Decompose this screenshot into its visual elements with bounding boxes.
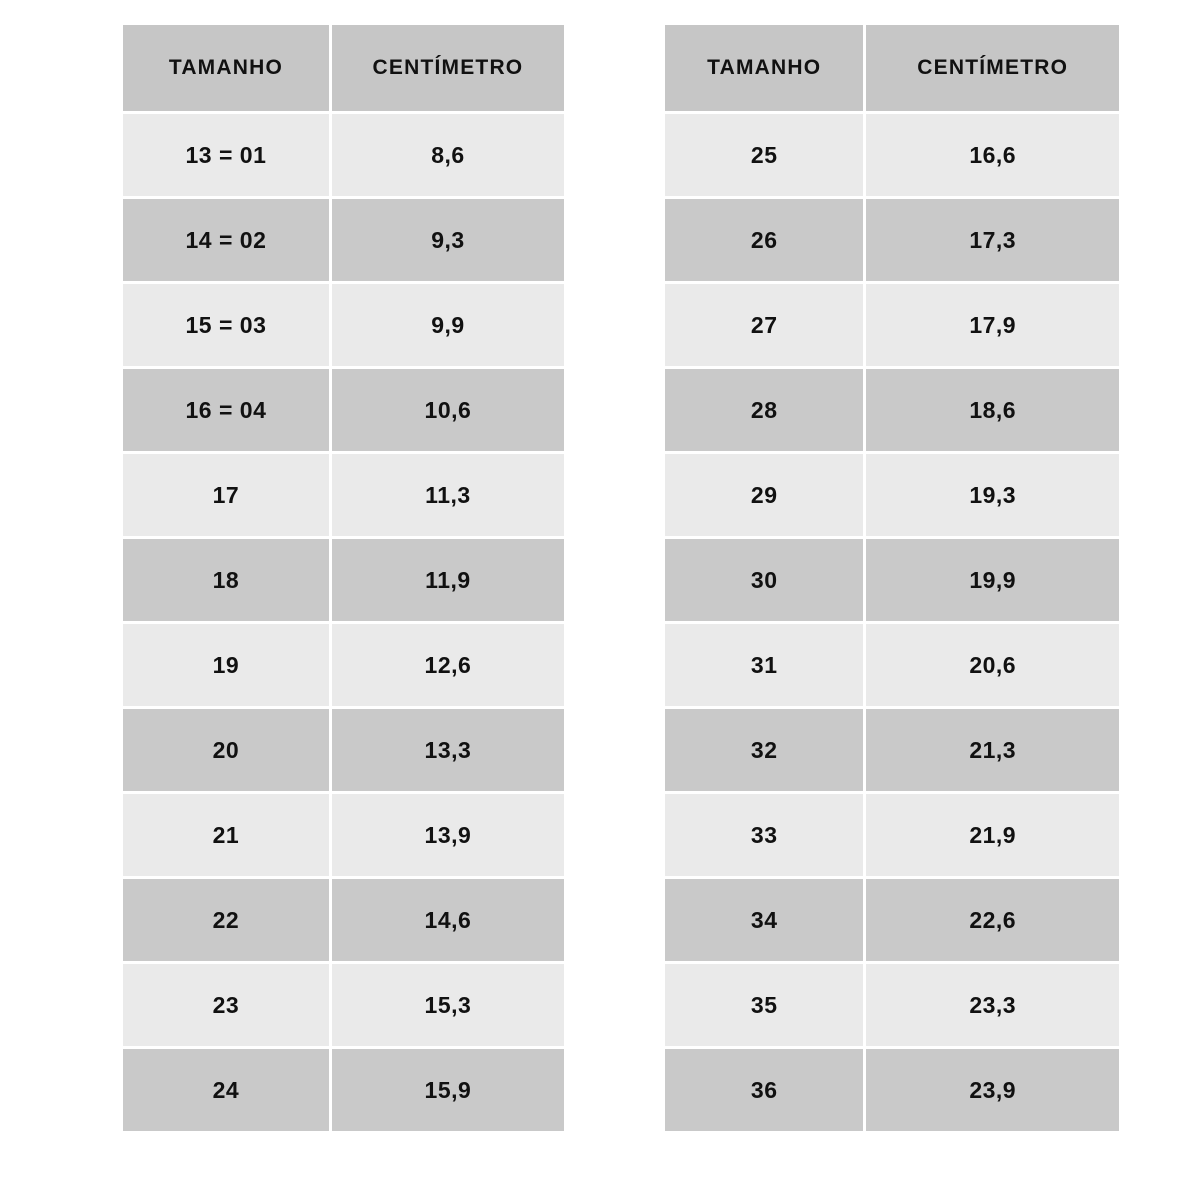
table-body: [665, 114, 1119, 1131]
column-header-centimetro: CENTÍMETRO: [332, 25, 564, 111]
cell-tamanho: 19: [123, 624, 329, 706]
cell-tamanho: 23: [123, 964, 329, 1046]
cell-centimetro: 10,6: [332, 369, 564, 451]
table-body: [123, 114, 564, 1131]
cell-centimetro: 9,3: [332, 199, 564, 281]
cell-centimetro: 20,6: [866, 624, 1119, 706]
table-row: [123, 369, 564, 451]
cell-tamanho: 35: [665, 964, 863, 1046]
cell-tamanho: 25: [665, 114, 863, 196]
cell-centimetro: 17,9: [866, 284, 1119, 366]
cell-tamanho: 14 = 02: [123, 199, 329, 281]
table-row: [123, 284, 564, 366]
cell-centimetro: 9,9: [332, 284, 564, 366]
table-row: [123, 964, 564, 1046]
cell-tamanho: 26: [665, 199, 863, 281]
cell-tamanho: 32: [665, 709, 863, 791]
cell-centimetro: 19,3: [866, 454, 1119, 536]
cell-tamanho: 30: [665, 539, 863, 621]
table-row: [123, 709, 564, 791]
cell-tamanho: 29: [665, 454, 863, 536]
cell-centimetro: 11,9: [332, 539, 564, 621]
cell-tamanho: 20: [123, 709, 329, 791]
table-head: [665, 25, 1119, 111]
table-row: [123, 1049, 564, 1131]
cell-centimetro: 23,3: [866, 964, 1119, 1046]
size-table-right: [662, 22, 1122, 1134]
cell-centimetro: 23,9: [866, 1049, 1119, 1131]
cell-tamanho: 28: [665, 369, 863, 451]
table-header-row: [123, 25, 564, 111]
cell-centimetro: 14,6: [332, 879, 564, 961]
cell-tamanho: 33: [665, 794, 863, 876]
cell-centimetro: 18,6: [866, 369, 1119, 451]
table-row: [665, 114, 1119, 196]
cell-centimetro: 13,3: [332, 709, 564, 791]
cell-centimetro: 17,3: [866, 199, 1119, 281]
cell-centimetro: 21,3: [866, 709, 1119, 791]
table-row: [123, 879, 564, 961]
column-header-centimetro: CENTÍMETRO: [866, 25, 1119, 111]
cell-centimetro: 8,6: [332, 114, 564, 196]
table-row: [665, 624, 1119, 706]
table-header-row: [665, 25, 1119, 111]
cell-tamanho: 18: [123, 539, 329, 621]
cell-centimetro: 21,9: [866, 794, 1119, 876]
size-table-left: [120, 22, 567, 1134]
cell-tamanho: 34: [665, 879, 863, 961]
cell-tamanho: 16 = 04: [123, 369, 329, 451]
cell-centimetro: 16,6: [866, 114, 1119, 196]
table-row: [665, 199, 1119, 281]
cell-centimetro: 19,9: [866, 539, 1119, 621]
cell-tamanho: 27: [665, 284, 863, 366]
table-row: [665, 794, 1119, 876]
cell-tamanho: 15 = 03: [123, 284, 329, 366]
column-header-tamanho: TAMANHO: [665, 25, 863, 111]
table-row: [665, 454, 1119, 536]
table-row: [123, 454, 564, 536]
cell-centimetro: 15,3: [332, 964, 564, 1046]
cell-tamanho: 17: [123, 454, 329, 536]
table-row: [665, 964, 1119, 1046]
cell-tamanho: 31: [665, 624, 863, 706]
table-row: [665, 1049, 1119, 1131]
cell-centimetro: 15,9: [332, 1049, 564, 1131]
table-row: [665, 369, 1119, 451]
column-header-tamanho: TAMANHO: [123, 25, 329, 111]
table-row: [665, 709, 1119, 791]
table-row: [123, 539, 564, 621]
cell-tamanho: 24: [123, 1049, 329, 1131]
cell-centimetro: 22,6: [866, 879, 1119, 961]
size-table-left-wrapper: [120, 22, 567, 1134]
size-table-right-wrapper: [662, 22, 1122, 1134]
cell-tamanho: 36: [665, 1049, 863, 1131]
table-row: [665, 879, 1119, 961]
table-row: [123, 624, 564, 706]
table-head: [123, 25, 564, 111]
table-row: [123, 794, 564, 876]
cell-centimetro: 11,3: [332, 454, 564, 536]
cell-tamanho: 22: [123, 879, 329, 961]
cell-centimetro: 13,9: [332, 794, 564, 876]
table-row: [665, 539, 1119, 621]
table-row: [123, 199, 564, 281]
table-row: [665, 284, 1119, 366]
table-row: [123, 114, 564, 196]
cell-tamanho: 21: [123, 794, 329, 876]
cell-centimetro: 12,6: [332, 624, 564, 706]
cell-tamanho: 13 = 01: [123, 114, 329, 196]
